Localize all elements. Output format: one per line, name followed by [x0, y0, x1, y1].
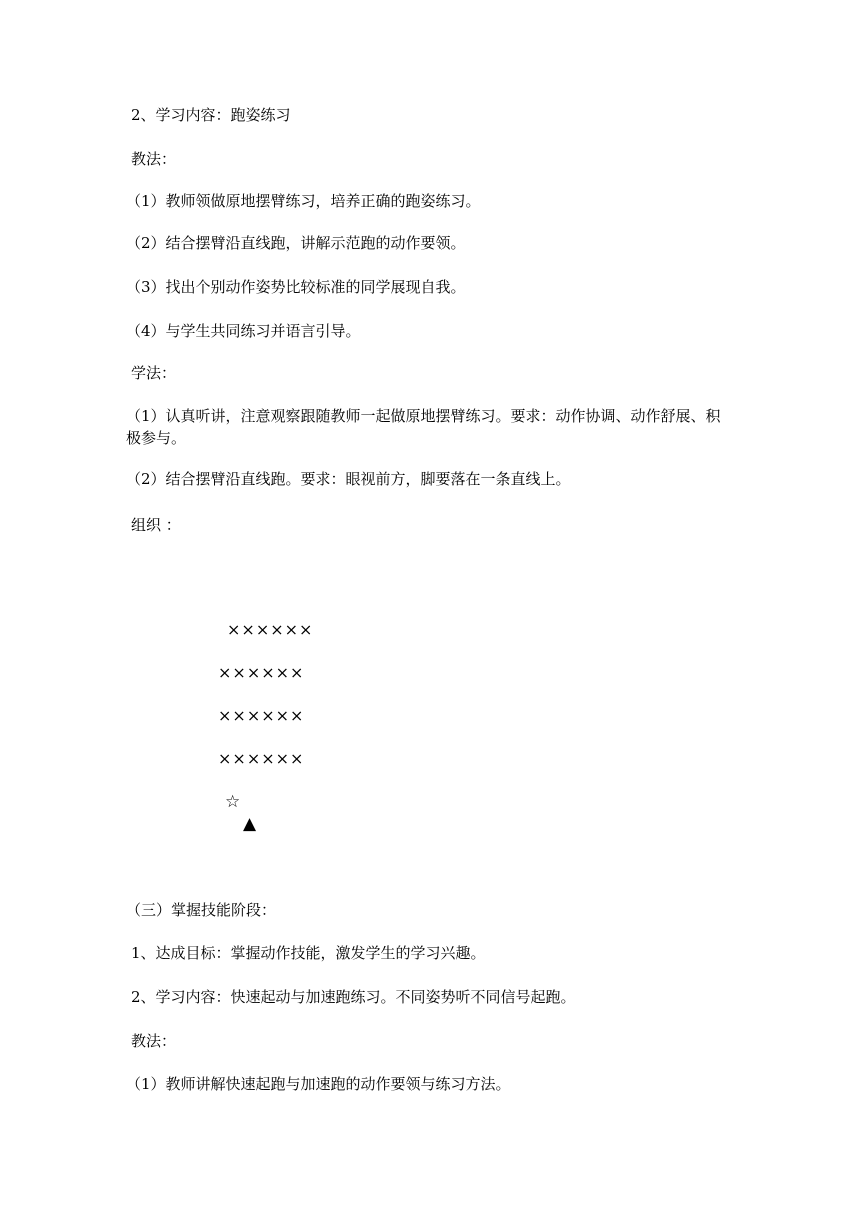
teach-item: （1）教师领做原地摆臂练习，培养正确的跑姿练习。: [126, 192, 481, 210]
formation-row: ××××××: [218, 663, 305, 682]
learn-item: （1）认真听讲，注意观察跟随教师一起做原地摆臂练习。要求：动作协调、动作舒展、积极参与。: [126, 407, 721, 447]
teach-item: （2）结合摆臂沿直线跑，讲解示范跑的动作要领。: [126, 234, 466, 252]
teach-item: （4）与学生共同练习并语言引导。: [126, 322, 361, 340]
teach-label: 教法：: [131, 1032, 177, 1050]
triangle-icon: ▲: [243, 814, 257, 834]
learn-label: 学法：: [131, 364, 177, 382]
formation-row: ××××××: [218, 749, 305, 768]
goal-text: 1、达成目标：掌握动作技能，激发学生的学习兴趣。: [131, 944, 486, 962]
teach-item: （1）教师讲解快速起跑与加速跑的动作要领与练习方法。: [126, 1075, 511, 1093]
teach-label: 教法：: [131, 150, 177, 168]
formation-row: ××××××: [227, 620, 314, 639]
teacher-star-icon: ☆: [225, 792, 241, 812]
section-heading: （三）掌握技能阶段：: [126, 901, 277, 919]
organization-label: 组织 ：: [131, 516, 181, 534]
learn-item: （2）结合摆臂沿直线跑。要求：眼视前方，脚要落在一条直线上。: [126, 470, 571, 488]
teach-item: （3）找出个别动作姿势比较标准的同学展现自我。: [126, 278, 466, 296]
content-text: 2、学习内容：快速起动与加速跑练习。不同姿势听不同信号起跑。: [131, 988, 576, 1006]
section-heading: 2、学习内容：跑姿练习: [131, 106, 291, 124]
formation-row: ××××××: [218, 706, 305, 725]
